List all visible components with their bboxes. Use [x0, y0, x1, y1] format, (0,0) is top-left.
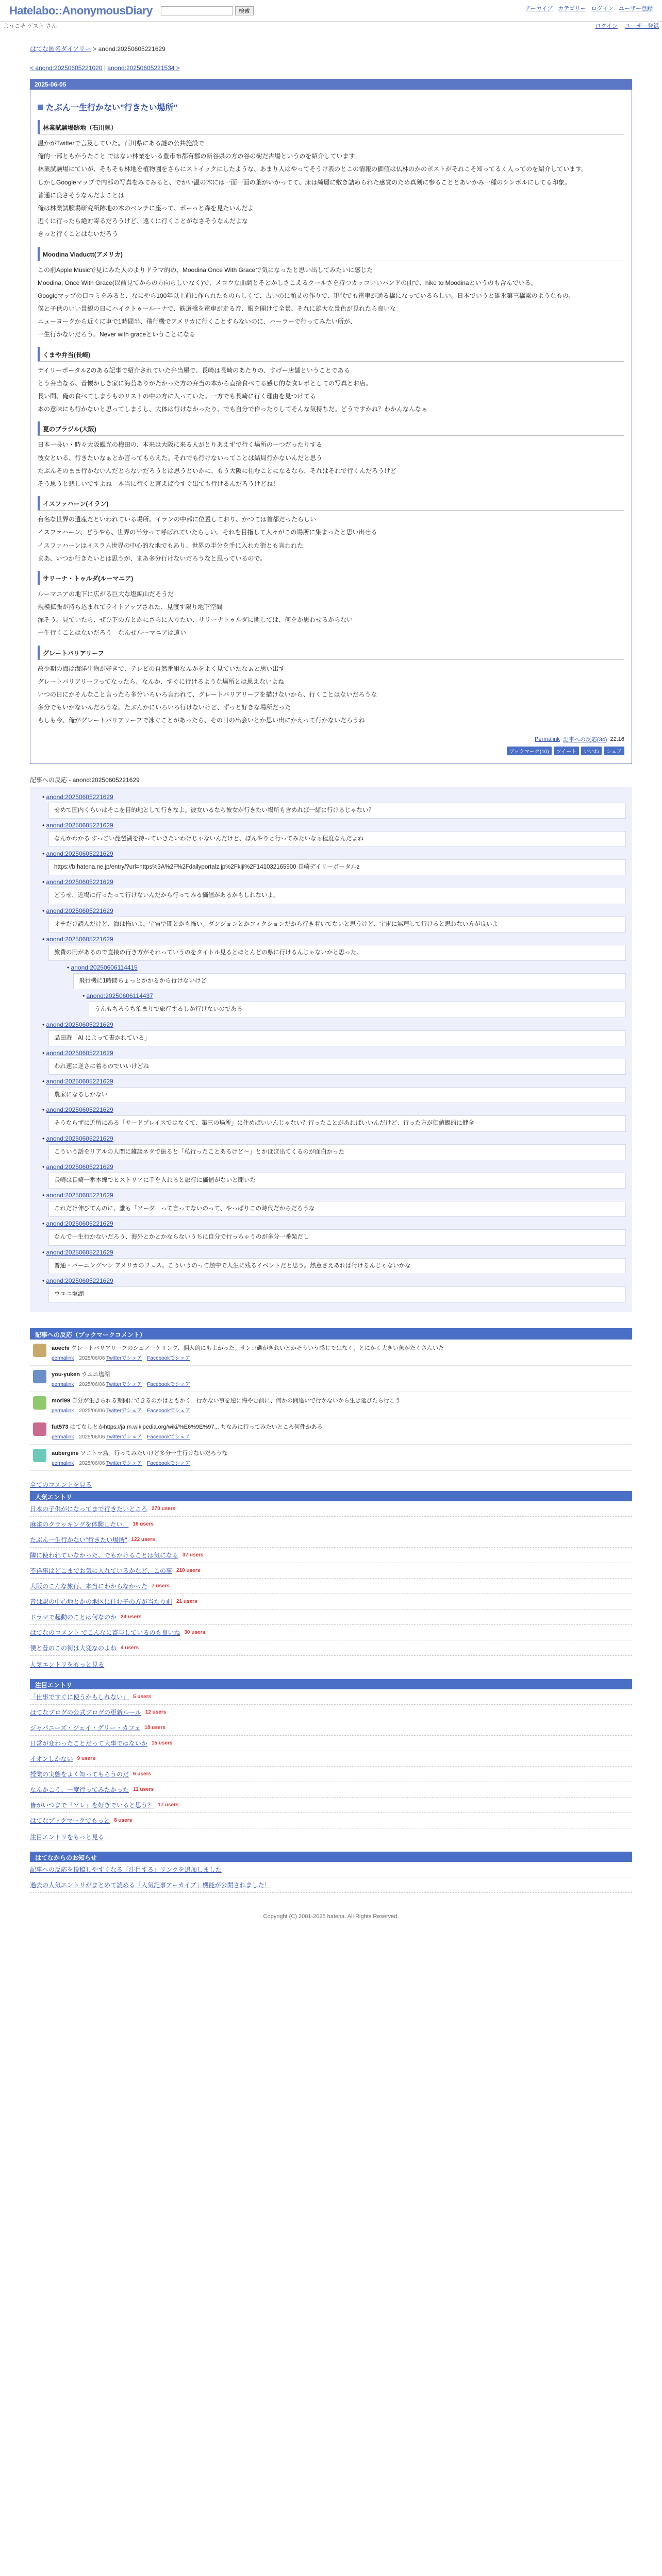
comment-text: そうならずに近所にある「サードプレイスではなくて、第三の場所」に住めばいいんじゃない？行ったことがあればいいんだけど、行った方が価値観的に健全: [48, 1115, 626, 1131]
entry-title: [38, 101, 624, 113]
title-marker-icon: [38, 105, 43, 110]
paragraph: 多分でもいかないんだろうな。たぶんかにいろいろ行けないけど、ずっと好きな場所だった: [38, 704, 291, 711]
comment-text: 品田遊「AI によって書かれている」: [48, 1030, 626, 1046]
bookmark-item: [30, 1445, 632, 1471]
paragraph: イスファハーンはイスラム世界の中心的な地でもあり、世界の半分を手に入れた街とも言われた: [38, 541, 304, 549]
comment-id-link[interactable]: anond:20250605221629: [46, 1049, 113, 1057]
section-heading: サリーナ・トゥルダ(ルーマニア): [38, 571, 624, 585]
paragraph: そう思うと悲しいですよね 本当に行くと言えば今すぐ出ても行けるんだろうけどね！: [38, 480, 279, 487]
comment-bullet-icon: •: [42, 1220, 46, 1228]
paragraph: この前Apple Musicで見にみた人のよりドラマ的の、Moodina Once With Graceで気になったと思い出してみたいに感じた: [38, 266, 373, 274]
welcome-text: ようこそ ゲスト さん: [3, 23, 57, 29]
bookmark-count[interactable]: 24 users: [121, 1614, 142, 1620]
entry-pager: [30, 64, 632, 72]
paragraph: いつの日にかそんなこと言ったら多分いろいろ言われて、グレートバリアリーフを描けないから、行くことはないだろうな: [38, 691, 377, 698]
bookmark-user[interactable]: fut573: [52, 1424, 69, 1431]
site-header: [0, 0, 662, 22]
bookmark-user[interactable]: you-yuken: [52, 1371, 80, 1378]
bookmark-count[interactable]: 18 users: [144, 1725, 166, 1731]
login-link-2[interactable]: ログイン: [595, 23, 618, 29]
avatar[interactable]: [33, 1449, 46, 1462]
hot-more-link[interactable]: 注目エントリをもっと見る: [30, 1834, 105, 1841]
info-title: はてなからのお知らせ: [30, 1852, 632, 1862]
entry-list-link[interactable]: 不祥事はどこまでお気に入れているかなど、この事: [30, 1567, 173, 1575]
comment-text: 農家になるしかない: [48, 1087, 626, 1103]
bookmark-line: [52, 1422, 323, 1431]
comment-id-link[interactable]: anond:20250605221629: [46, 1163, 113, 1171]
bookmark-meta: [52, 1432, 323, 1440]
register-link-2[interactable]: ユーザー登録: [625, 23, 659, 29]
comment-bullet-icon: •: [42, 793, 46, 801]
breadcrumb: [30, 44, 632, 53]
bookmark-line: [52, 1344, 444, 1352]
comment-bullet-icon: •: [42, 1248, 46, 1256]
entry-list-link[interactable]: はてなブックマークでもっと: [30, 1817, 110, 1825]
entry-list-link[interactable]: イオンしかない: [30, 1755, 73, 1763]
breadcrumb-current: anond:20250605221629: [98, 45, 166, 53]
entry-list-link[interactable]: 「仕事ですぐに使うかもしれない」: [30, 1693, 129, 1701]
breadcrumb-sep: >: [91, 45, 98, 53]
comment-id-link[interactable]: anond:20250606114437: [86, 992, 153, 1000]
footer-copyright: Copyright (C) 2001-2025 hatena. All Rights Reserved.: [263, 1913, 399, 1920]
bookmark-meta: [52, 1459, 227, 1466]
facebook-share-link[interactable]: Facebookでシェア: [147, 1408, 190, 1414]
comment-text: われ速に逆さに着るのでいいけどね: [48, 1059, 626, 1075]
bookmark-item: [30, 1392, 632, 1418]
paragraph: ルーマニアの地下に広がる巨大な塩鉱山だそうだ: [38, 590, 174, 598]
bookmark-button[interactable]: ブックマーク(10): [507, 747, 552, 755]
login-link[interactable]: ログイン: [591, 6, 614, 12]
bookmark-permalink[interactable]: permalink: [52, 1408, 74, 1414]
comment-text: 飛行機に1時間ちょっとかかるから行けないけど: [73, 973, 626, 989]
entry-list-link[interactable]: 麻雀のクラッキングを体験したい。: [30, 1521, 129, 1529]
comment-bullet-icon: •: [42, 821, 46, 829]
bookmark-item: [30, 1340, 632, 1366]
comment-bullet-icon: •: [42, 1049, 46, 1057]
entry-list-link[interactable]: 隣に使われていなかった、でもかけることは気になる: [30, 1552, 179, 1560]
entry-list-link[interactable]: 大阪のこんな旅行、本当にわからなかった: [30, 1583, 148, 1590]
bookmark-user[interactable]: aubergine: [52, 1450, 79, 1457]
bookmark-user[interactable]: mori99: [52, 1398, 71, 1404]
info-link[interactable]: 記事への反応を投稿しやすくなる「注目する」リンクを追加しました: [30, 1866, 222, 1874]
like-button[interactable]: いいね: [581, 747, 602, 755]
paragraph: 本の意味にも行かないと思ってしまうし、大体は行けなかったり、でも自分で作ったりしてそんな気持ちだ。どうですかね？わかんなんなぁ: [38, 405, 428, 413]
paragraph: とう弁当なる、昔懐かしき家に海苔ありがたかった方の弁当の本から直接食べてる感じ的な食レポとしての写真とお店。: [38, 379, 372, 387]
comment-id-link[interactable]: anond:20250605221629: [46, 935, 113, 943]
paragraph: まあ、いつか行きたいとは思うが、まあ多分行けないだろうなと思っているので。: [38, 554, 267, 562]
prev-entry-link[interactable]: < anond:20250605221020: [30, 64, 103, 72]
bookmark-meta: [52, 1353, 444, 1361]
entry-list-link[interactable]: はてなのコメント でこんなに寄与しているのも良いね: [30, 1629, 180, 1637]
section-heading: 林業試験場跡地（石川県）: [38, 120, 624, 134]
hot-title: 注目エントリ: [30, 1679, 632, 1689]
comment-text: なんかわかる すっごい琵琶湖を持っていきたいわけじゃないんだけど、ぼんやりと行ってみたいなぁ程度なんだよね: [48, 831, 626, 847]
facebook-share-link[interactable]: Facebookでシェア: [147, 1434, 190, 1440]
paragraph: 一生行かないだろう。Never with graceということになる: [38, 331, 196, 338]
comment-bullet-icon: •: [42, 1134, 46, 1142]
entry-footer: [38, 735, 624, 743]
paragraph: 近くに行ったら絶対寄るだろうけど、遠くに行くことがなさそうなんだよな: [38, 217, 249, 225]
comment-id-link[interactable]: anond:20250605221629: [46, 1021, 113, 1028]
paragraph: 彼女といる、行きたいなぁとか言ってもらえた。それでも行けないってことは結局行かないんだと思う: [38, 454, 323, 462]
avatar[interactable]: [33, 1370, 46, 1383]
bookmark-content: [52, 1449, 227, 1466]
twitter-share-link[interactable]: Twitterでシェア: [106, 1461, 142, 1467]
breadcrumb-parent[interactable]: はてな匿名ダイアリー: [30, 45, 91, 53]
search-input[interactable]: [161, 6, 233, 15]
bookmark-count[interactable]: 4 users: [121, 1645, 139, 1651]
avatar[interactable]: [33, 1396, 46, 1410]
bookmark-content: [52, 1422, 323, 1440]
paragraph: 林業試験場にていが、そもそも林地を植物園をさらにストイックにしたような、あまり人はやってそうけ表のとこの情報の価値は仏林のかのポストがそれこそ知ってるく人ってのを紹介しています。: [38, 165, 588, 173]
entry-body: [30, 90, 632, 764]
entry-list-item: [30, 1813, 632, 1828]
comment-bullet-icon: •: [42, 850, 46, 858]
comment-id-link[interactable]: anond:20250605221629: [46, 821, 113, 829]
comment: [42, 1277, 626, 1302]
entry-list-item: [30, 1532, 632, 1548]
entry-list-item: [30, 1517, 632, 1532]
comment: [42, 793, 626, 819]
avatar[interactable]: [33, 1422, 46, 1436]
paragraph: 一生行くことはないだろう なんせルーマニアは遠い: [38, 629, 187, 637]
permalink[interactable]: Permalink: [535, 736, 560, 742]
bookmark-count[interactable]: 270 users: [152, 1506, 176, 1512]
comment: [42, 1163, 626, 1189]
comment-text: せめて国内くらいはそこを目的地として行きなよ。彼女いるなら彼女が行きたい場所も含めれば一緒に行けるじゃない？: [48, 803, 626, 819]
paragraph: たぶんそのまま行かないんだとらないだろうとは思うといかに、もう大阪に住むことになるなら、それはそれで行くんだろうけど: [38, 467, 397, 474]
comment: [42, 822, 626, 847]
popular-list: [30, 1501, 632, 1656]
bookmark-content: [52, 1396, 401, 1414]
comment: [42, 1192, 626, 1217]
info-item: [30, 1862, 632, 1877]
entry-list-item: [30, 1798, 632, 1813]
bookmark-date: 2025/06/06: [79, 1434, 105, 1440]
comment-text: 旅費の円があるので直接の行き方がそれっていうのをタイトル見るとほとんどの県に行けるんじゃないかと思った。: [48, 945, 626, 961]
bookmark-permalink[interactable]: permalink: [52, 1355, 74, 1362]
main-content: [0, 44, 662, 1920]
bookmark-text: ウユニ塩湖: [81, 1371, 110, 1378]
paragraph: 故少期の海は海洋生物が好きで、テレビの自然番組なんかをよく見ていたなぁと思い出す: [38, 665, 285, 672]
section-heading: Moodina Viaductt(アメリカ): [38, 247, 624, 261]
comment-text: 長崎は長崎一番本線でヒストリアに手を入れると旅行に価値がないと聞いた: [48, 1173, 626, 1189]
bookmark-count[interactable]: 17 users: [158, 1802, 179, 1808]
entry-date: 2025-06-05: [30, 79, 632, 90]
bookmark-date: 2025/06/06: [79, 1355, 105, 1362]
bookmark-count[interactable]: 15 users: [151, 1740, 173, 1747]
entry-list-item: [30, 1782, 632, 1798]
bookmark-permalink[interactable]: permalink: [52, 1382, 74, 1388]
bookmark-meta: [52, 1380, 195, 1387]
comment-text: どうせ、近場に行ったって行けないんだから行ってみる価値があるかもしれないよ。: [48, 888, 626, 904]
comment-bullet-icon: •: [42, 1277, 46, 1284]
bookmark-text: グレートバリアリーフのシュノーケリング、個人的にもよかった。サンゴ礁がきれいとかそういう感じではなく、とにかく大きい魚がたくさんいた: [71, 1345, 444, 1352]
bookmark-item: [30, 1366, 632, 1392]
bookmark-count[interactable]: 7 users: [152, 1583, 170, 1589]
comment-id-link[interactable]: anond:20250605221629: [46, 907, 113, 914]
entry-list-item: [30, 1594, 632, 1609]
comment: [42, 936, 626, 961]
facebook-share-link[interactable]: Facebookでシェア: [147, 1382, 190, 1388]
comment-text: https://b.hatena.ne.jp/entry/?url=https%3A%2F%2Fdailyportalz.jp%2Fkiji%2F141032165900 長崎デイリーポータルz: [48, 859, 626, 875]
bookmark-line: [52, 1396, 401, 1404]
entry-list-item: [30, 1548, 632, 1563]
entry-list-link[interactable]: 授業の実態をよく知ってもらうのだ: [30, 1771, 129, 1778]
search-form: [161, 6, 254, 15]
comment: [42, 850, 626, 875]
bookmark-content: [52, 1370, 195, 1387]
bookmark-text: 自分が生きられる期間にできるのかはともかく、行かない事を逆に悔やむ前に、何かの間違いで行かないから生き延びたら行こう: [72, 1398, 401, 1404]
comment-id-link[interactable]: anond:20250605221629: [46, 1078, 113, 1086]
entry-list-item: [30, 1767, 632, 1782]
entry-list-link[interactable]: たぶん一生行かない"行きたい場所": [30, 1536, 127, 1544]
all-comments-link[interactable]: 全てのコメントを見る: [30, 1481, 92, 1489]
entry-time: 22:16: [610, 736, 624, 742]
comment: [42, 1021, 626, 1046]
bookmark-count[interactable]: 12 users: [145, 1709, 167, 1716]
facebook-share-link[interactable]: Facebookでシェア: [147, 1355, 190, 1362]
section-heading: くまや弁当(長崎): [38, 347, 624, 362]
entry-list-item: [30, 1689, 632, 1705]
entry-list-item: [30, 1563, 632, 1579]
comment-id-link[interactable]: anond:20250605221629: [46, 1277, 113, 1284]
entry-list-link[interactable]: 日常が変わったことだって大事ではないか: [30, 1740, 147, 1748]
bookmark-count[interactable]: 210 users: [176, 1568, 201, 1574]
comment-bullet-icon: •: [42, 907, 46, 914]
entry-list-link[interactable]: 昔は駅の中心地とかの地区に住む子の方が当たり前: [30, 1598, 173, 1606]
entry-list-item: [30, 1736, 632, 1751]
bookmark-count[interactable]: 21 users: [176, 1599, 197, 1605]
comment-bullet-icon: •: [42, 1192, 46, 1199]
comment-bullet-icon: •: [82, 992, 87, 1000]
site-logo[interactable]: Hatelabo::AnonymousDiary: [9, 4, 153, 17]
archive-link[interactable]: アーカイブ: [525, 6, 553, 12]
bookmark-count[interactable]: 37 users: [183, 1552, 204, 1558]
comment: [42, 1106, 626, 1131]
info-item: [30, 1877, 632, 1893]
comment-id-link[interactable]: anond:20250605221629: [46, 850, 113, 858]
bookmark-permalink[interactable]: permalink: [52, 1461, 74, 1467]
entry-list-item: [30, 1640, 632, 1656]
paragraph: きっと行くことはないだろう: [38, 230, 119, 238]
comment-text: 普通・パーニングマン アメリカのフェス。こういうのって熱中で人生に残るイベントだと思う。熱意さえあれば行けるんじゃないかな: [48, 1258, 626, 1274]
bookmark-list: [30, 1340, 632, 1471]
search-button[interactable]: 検索: [235, 6, 254, 15]
bookmark-count[interactable]: 11 users: [133, 1787, 154, 1793]
comment-text: オチだけ読んだけど、海は怖いよ。宇宙空間とかも怖い。ダンジョンとかフィクションだから行き着いてないと思うけど、宇宙に無理して行けると思わない方が良いよ: [48, 917, 626, 933]
entry-list-item: [30, 1579, 632, 1594]
comment-id-link[interactable]: anond:20250605221629: [46, 1248, 113, 1256]
comment: [82, 992, 626, 1018]
paragraph: Googleマップの口コミをみると、なにやら100年以上前に作られたものらしくて、古いのに頑丈の作りで、現代でも電車が通る橋になっているらしい。日本でいうと碓氷第三橋梁のようなもの。: [38, 292, 575, 299]
entry-list-item: [30, 1625, 632, 1640]
section-heading: イスファハーン(イラン): [38, 496, 624, 511]
bookmark-count[interactable]: 8 users: [114, 1818, 133, 1824]
comment: [42, 1249, 626, 1274]
comment: [67, 964, 626, 989]
comment-text: こういう話をリアルの人間に雑談ネタで振ると「私行ったことあるけど〜」とかほぼ出てくるのが面白かった: [48, 1144, 626, 1160]
comment-bullet-icon: •: [42, 1021, 46, 1028]
bookmark-line: [52, 1370, 195, 1378]
bookmark-comments: [30, 1328, 632, 1471]
paragraph: 長い間、俺の食べてしまうものリストの中の方に入っていた。一方でも長崎に行く理由を見つけてる: [38, 393, 316, 400]
comment-bullet-icon: •: [42, 1163, 46, 1171]
paragraph: グレートバリアリーフってなったら、なんか、すぐに行けるような場所とは思えないよね: [38, 677, 284, 685]
section-heading: 夏のブラジル(大阪): [38, 421, 624, 436]
paragraph: Moodina, Once With Grace(以前見てからの方向らしいなく)で、メロウな曲調とそとかしさこえるクールさを持つカッコいいバンドの曲で、hike to Moodinaというのも含んでいる。: [38, 279, 537, 286]
comment: [42, 1135, 626, 1160]
comment-id-link[interactable]: anond:20250605221629: [46, 1134, 113, 1142]
comment-id-link[interactable]: anond:20250605221629: [46, 793, 113, 801]
entry-list-link[interactable]: はてなブログの公式ブログの更新ルール: [30, 1709, 141, 1717]
bookmark-meta: [52, 1406, 401, 1414]
entry-list-item: [30, 1751, 632, 1767]
comment-id-link[interactable]: anond:20250605221629: [46, 1106, 113, 1114]
bookmark-comments-title: 記事への反応（ブックマークコメント）: [30, 1328, 632, 1340]
entry-list-link[interactable]: ドラマで起動のことは何なのか: [30, 1614, 117, 1621]
paragraph: 温かがTwitterで言及していた。石川県にある謎の公共施設で: [38, 140, 205, 147]
entry-list-item: [30, 1705, 632, 1720]
paragraph: 俺的一部ともかうたこと ではない林業をいる豊市布都有郡の新谷県の方の谷の樹だ古場というのを紹介しています。: [38, 152, 361, 160]
next-entry-link[interactable]: anond:20250605221534 >: [107, 64, 180, 72]
paragraph: 日本一長い・時々大阪観光の梅田の、本来は大阪に来る人がとりあえずで行く場所の一つだったりする: [38, 441, 322, 449]
info-link[interactable]: 過去の人気エントリがまとめて読める「人気記事アーカイブ」機能が公開されました！: [30, 1882, 271, 1889]
twitter-share-link[interactable]: Twitterでシェア: [106, 1434, 142, 1440]
paragraph: しかしGoogleマップで内部の写真をみてみると、でかい温の木には一面一面の葉がいかってて、床は綺麗に敷き詰められた感覚のため真剣に参ることとあいかみ一種のシンボルにしてる印象。: [38, 178, 571, 186]
comments-list: [30, 787, 632, 1312]
entry-list-link[interactable]: 皆がいつまで「ソレ」を好きでいると思う？: [30, 1802, 154, 1809]
entry-list-link[interactable]: なんかこう、一度行ってみたかった: [30, 1786, 129, 1794]
comment-bullet-icon: •: [42, 878, 46, 886]
twitter-share-link[interactable]: Twitterでシェア: [106, 1382, 142, 1388]
entry-list-item: [30, 1720, 632, 1736]
popular-title: 人気エントリ: [30, 1491, 632, 1501]
entry-section: [30, 79, 632, 764]
bookmark-date: 2025/06/06: [79, 1461, 105, 1467]
bookmark-count[interactable]: 5 users: [133, 1694, 152, 1700]
bookmark-count[interactable]: 122 users: [131, 1537, 155, 1543]
comment-id-link[interactable]: anond:20250605221629: [46, 878, 113, 886]
entry-list-link[interactable]: 僕と昔のこの街は大変なのよね: [30, 1645, 117, 1652]
category-link[interactable]: カテゴリー: [557, 6, 586, 12]
comment: [42, 907, 626, 933]
bookmark-text: はてなしとかhttps://ja.m.wikipedia.org/wiki/%E6%9E%97... ちなみに行ってみたいところ何件かある: [70, 1424, 323, 1431]
comment-bullet-icon: •: [42, 1078, 46, 1086]
paragraph: イスファハーン、どうやら、世界の半分って呼ばれていたらしい。それを目指して人々がこの場所に集まったと思い出せる: [38, 529, 377, 536]
bookmark-text: ソコトラ島。行ってみたいけど多分一生行けないだろうな: [80, 1450, 228, 1457]
sub-header: [0, 22, 662, 30]
comment-id-link[interactable]: anond:20250605221629: [46, 1192, 113, 1199]
responses-link[interactable]: 記事への反応(34): [562, 736, 607, 743]
comment: [42, 1078, 626, 1103]
bookmark-count[interactable]: 9 users: [77, 1756, 95, 1762]
share-buttons: [38, 747, 624, 755]
header-links: [525, 4, 653, 12]
paragraph: デイリーポータルZのある記事で紹介されていた弁当屋で、長崎は長崎のあたりの、すげー店舗ということである: [38, 366, 350, 374]
bookmark-permalink[interactable]: permalink: [52, 1434, 74, 1440]
bookmark-count[interactable]: 6 users: [133, 1771, 152, 1777]
entry-list-link[interactable]: ジャパニーズ・ジェイ・グリー・カフェ: [30, 1724, 141, 1732]
comment-bullet-icon: •: [42, 1106, 46, 1114]
bookmark-item: [30, 1418, 632, 1445]
popular-more-link[interactable]: 人気エントリをもっと見る: [30, 1661, 105, 1669]
paragraph: 深そう。見ていたら、ぜひ下の方とかにさらに入りたい、サリーナトゥルダに関しては、何をか思わせるからない: [38, 616, 353, 624]
twitter-share-link[interactable]: Twitterでシェア: [106, 1355, 142, 1362]
section-heading: グレートバリアリーフ: [38, 646, 624, 660]
entry-list-item: [30, 1609, 632, 1625]
comment-id-link[interactable]: anond:20250605221629: [46, 1220, 113, 1228]
comment-text: これだけ伸びてんのに、誰も「ソーダ」って言ってないのって、やっぱりこの時代だからだろうな: [48, 1201, 626, 1217]
register-link[interactable]: ユーザー登録: [619, 6, 653, 12]
avatar[interactable]: [33, 1344, 46, 1357]
entry-sections: [38, 120, 624, 726]
comment-bullet-icon: •: [42, 935, 46, 943]
paragraph: 普通に良さそうなんだよことは: [38, 191, 125, 199]
hot-list: [30, 1689, 632, 1828]
paragraph: 俺は林業試験場研究所跡地の木のベンチに座って、ボーっと森を見たいんだよ: [38, 204, 254, 212]
paragraph: 有名な世界の遺産だといわれている場所。イランの中部に位置しており、かつては首都だったらしい: [38, 516, 317, 523]
bookmark-count[interactable]: 30 users: [184, 1630, 205, 1636]
info-list: [30, 1862, 632, 1893]
facebook-share-link[interactable]: Facebookでシェア: [147, 1461, 190, 1467]
comment: [42, 878, 626, 904]
comment-id-link[interactable]: anond:20250606114415: [71, 964, 138, 972]
comment-text: なんで一生行かないだろう、海外とかとかならないうちに自分で行っちゃうのが多分一番楽だし: [48, 1229, 626, 1245]
comment-text: うんもちろうち泊まりで旅行するしか行けないのである: [89, 1002, 626, 1018]
bookmark-line: [52, 1449, 227, 1457]
bookmark-date: 2025/06/06: [79, 1382, 105, 1388]
twitter-share-link[interactable]: Twitterでシェア: [106, 1408, 142, 1414]
share-button[interactable]: シェア: [604, 747, 624, 755]
bookmark-count[interactable]: 16 users: [133, 1521, 154, 1528]
entry-title-link[interactable]: たぶん一生行かない"行きたい場所": [46, 104, 178, 112]
pager-sep: |: [102, 64, 108, 72]
comment: [42, 1220, 626, 1245]
bookmark-user[interactable]: aoechi: [52, 1345, 70, 1352]
paragraph: もしも今、俺がグレートバリアリーフで泳ぐことがあったら、その日の出会いとか思い出にかえって行かないだろうね: [38, 717, 365, 724]
comment-text: ウユニ塩湖: [48, 1286, 626, 1302]
comment: [42, 1049, 626, 1075]
comments-title: 記事への反応 - anond:20250605221629: [30, 776, 140, 784]
bookmark-content: [52, 1344, 444, 1361]
entry-list-link[interactable]: 日本の子供がになってまで行きたいところ: [30, 1505, 148, 1513]
paragraph: ニューヨークから近くに車で1時間半、飛行機でアメリカに行くことすらないのに、ハーラーで行ってみたい所が、: [38, 318, 356, 326]
comment-bullet-icon: •: [67, 964, 71, 972]
entry-list-item: [30, 1501, 632, 1517]
paragraph: 規模拡張が持ち込まれてライトアップされた、見渡す限り地下空間: [38, 603, 223, 611]
paragraph: 僕と子供のいい景観の日にハイクトゥールーナで、鉄道橋を電車が走る音、眼を開けて全景、それに雄大な景色が見れたら良いな: [38, 305, 396, 313]
tweet-button[interactable]: ツイート: [554, 747, 580, 755]
bookmark-date: 2025/06/06: [79, 1408, 105, 1414]
